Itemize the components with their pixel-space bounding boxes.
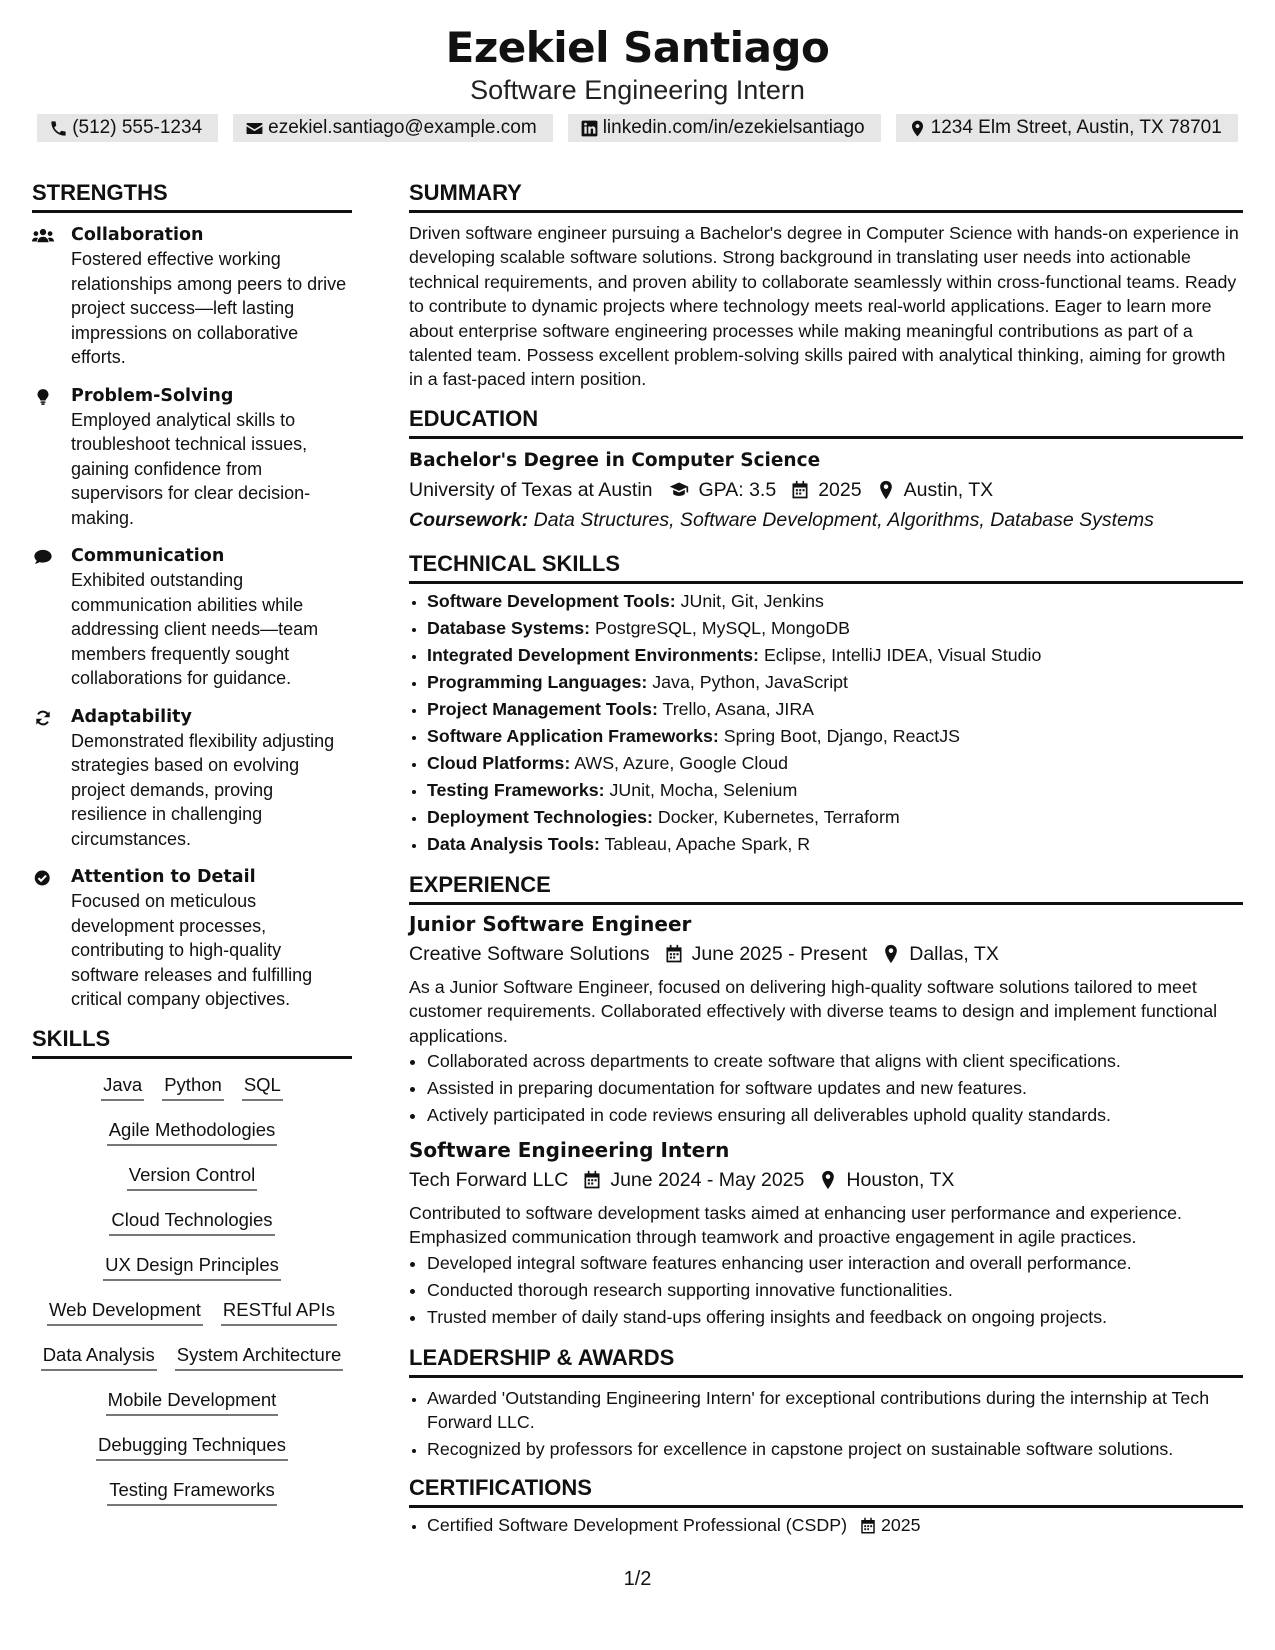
job-dates: June 2025 - Present [691, 942, 868, 965]
list-item: • Actively participated in code reviews ensuring all deliverables uphold quality standards. [427, 1102, 1243, 1129]
list-item: • Trusted member of daily stand-ups offering insights and feedback on ongoing projects. [427, 1304, 1243, 1331]
tech-skill-label: Software Application Frameworks: [427, 725, 719, 746]
list-item [427, 615, 1243, 642]
phone-icon [49, 119, 68, 138]
comment-icon [32, 548, 54, 566]
skill-tag: Java [101, 1073, 144, 1101]
map-marker-icon [876, 480, 896, 500]
certifications-heading: CERTIFICATIONS [409, 1475, 1243, 1508]
skill-row [32, 1159, 352, 1204]
list-item: • Collaborated across departments to create software that aligns with client specifications. [427, 1048, 1243, 1075]
list-item [427, 642, 1243, 669]
candidate-name: Ezekiel Santiago [445, 23, 830, 72]
certification-year: 2025 [881, 1515, 921, 1536]
users-icon [32, 227, 54, 245]
job-location: Dallas, TX [909, 942, 999, 965]
calendar-icon [664, 944, 684, 964]
map-marker-icon [881, 944, 901, 964]
strength-heading: Problem-Solving [71, 385, 234, 406]
skill-tag: Data Analysis [41, 1343, 157, 1371]
tech-skill-value: Docker, Kubernetes, Terraform [657, 806, 900, 827]
experience-heading: EXPERIENCE [409, 872, 1243, 905]
job-description: As a Junior Software Engineer, focused on delivering high-quality software solutions tailored to meet customer requirements. Collaborated effectively with diverse teams to design and implement functional applications. [409, 976, 1218, 1046]
list-item: • Assisted in preparing documentation for software updates and new features. [427, 1075, 1243, 1102]
skill-row [32, 1204, 352, 1249]
strength-description: Employed analytical skills to troubleshoot technical issues, gaining confidence from supervisors for clear decision-making. [71, 409, 311, 528]
skill-tag: SQL [242, 1073, 283, 1101]
strength-description: Exhibited outstanding communication abilities while addressing client needs—team members frequently sought collaborations for guidance. [71, 570, 319, 688]
skill-row [32, 1474, 352, 1519]
contact-phone[interactable] [37, 114, 218, 142]
contact-bar [0, 114, 1275, 142]
summary-heading: SUMMARY [409, 180, 1243, 213]
contact-email-text: ezekiel.santiago@example.com [268, 117, 537, 138]
contact-email[interactable] [233, 114, 553, 142]
education-location: Austin, TX [903, 478, 994, 501]
certifications-list [409, 1512, 1243, 1539]
education-coursework [409, 505, 1243, 535]
education-meta [409, 475, 1243, 505]
tech-skill-value: PostgreSQL, MySQL, MongoDB [595, 617, 851, 638]
list-item [427, 831, 1243, 858]
tech-skill-label: Software Development Tools: [427, 590, 676, 611]
tech-skill-label: Deployment Technologies: [427, 806, 653, 827]
skill-row [32, 1114, 352, 1159]
tech-skill-label: Testing Frameworks: [427, 779, 605, 800]
list-item: • Conducted thorough research supporting innovative functionalities. [427, 1277, 1243, 1304]
skill-tag: Debugging Techniques [96, 1433, 288, 1461]
list-item [427, 669, 1243, 696]
summary-text: Driven software engineer pursuing a Bachelor's degree in Computer Science with hands-on experience in developing scalable software solutions. Strong background in translating user needs into actionable technical requirements, and proven ability to collaborate seamlessly within cross-functional teams. Ready to contribute to dynamic projects where technology meets real-world applications. Eager to learn more about enterprise software engineering processes while making meaningful contributions as part of a talented team. Possess excellent problem-solving skills paired with analytical thinking, aiming for growth in a fast-paced intern position. [409, 223, 1239, 390]
strength-item [32, 223, 352, 370]
list-item: • Awarded 'Outstanding Engineering Intern' for exceptional contributions during the internship at Tech Forward LLC. [427, 1386, 1243, 1435]
job-meta [409, 1165, 1243, 1195]
page-number: 1/2 [623, 1568, 652, 1590]
strength-item [32, 865, 352, 1012]
calendar-icon [790, 480, 810, 500]
calendar-icon [859, 1517, 877, 1535]
strength-heading: Collaboration [71, 225, 204, 245]
tech-skill-label: Data Analysis Tools: [427, 833, 600, 854]
skill-tag: UX Design Principles [103, 1253, 281, 1281]
contact-address [896, 114, 1238, 142]
job-entry [409, 909, 1243, 1129]
skills-tags [32, 1069, 352, 1519]
sync-icon [32, 709, 54, 727]
tech-skill-value: Spring Boot, Django, ReactJS [723, 725, 960, 746]
skill-tag: Version Control [127, 1163, 257, 1191]
job-company: Creative Software Solutions [409, 942, 650, 965]
skill-tag: RESTful APIs [221, 1298, 337, 1326]
skill-row [32, 1069, 352, 1114]
list-item: • Developed integral software features enhancing user interaction and overall performance. [427, 1250, 1243, 1277]
job-title: Software Engineering Intern [409, 1138, 730, 1163]
list-item [427, 588, 1243, 615]
job-description: Contributed to software development tasks aimed at enhancing user performance and experience. Emphasized communication through teamwork and proactive engagement in agile practices. [409, 1203, 1182, 1248]
left-column [32, 180, 352, 1519]
skill-row [32, 1294, 352, 1339]
contact-linkedin-text: linkedin.com/in/ezekielsantiago [602, 117, 865, 138]
tech-skill-label: Integrated Development Environments: [427, 644, 759, 665]
envelope-icon [245, 119, 264, 138]
tech-skill-value: Tableau, Apache Spark, R [604, 833, 811, 854]
technical-skills-list [409, 588, 1243, 858]
tech-skill-value: JUnit, Git, Jenkins [680, 590, 824, 611]
tech-skill-value: JUnit, Mocha, Selenium [609, 779, 798, 800]
map-marker-icon [818, 1170, 838, 1190]
check-circle-icon [32, 869, 54, 887]
certification-name: • Certified Software Development Professional (CSDP) [427, 1515, 848, 1536]
list-item [427, 1512, 1243, 1539]
list-item: • Recognized by professors for excellence in capstone project on sustainable software solutions. [427, 1437, 1243, 1461]
leadership-heading: LEADERSHIP & AWARDS [409, 1345, 1243, 1378]
lightbulb-icon [32, 388, 54, 406]
leadership-list [409, 1386, 1243, 1461]
education-year: 2025 [818, 478, 862, 501]
right-column [409, 180, 1243, 1539]
education-heading: EDUCATION [409, 406, 1243, 439]
skill-row [32, 1339, 352, 1384]
education-school: University of Texas at Austin [409, 478, 653, 501]
list-item [427, 777, 1243, 804]
tech-skill-label: Cloud Platforms: [427, 752, 571, 773]
strength-item [32, 705, 352, 852]
skill-tag: Python [162, 1073, 224, 1101]
tech-skill-value: AWS, Azure, Google Cloud [574, 752, 789, 773]
tech-skill-value: Eclipse, IntelliJ IDEA, Visual Studio [763, 644, 1042, 665]
technical-skills-heading: TECHNICAL SKILLS [409, 551, 1243, 584]
job-dates: June 2024 - May 2025 [610, 1169, 805, 1192]
job-location: Houston, TX [846, 1169, 955, 1192]
strength-description: Focused on meticulous development processes, contributing to high-quality software releases and fulfilling critical company objectives. [71, 891, 313, 1009]
strength-heading: Communication [71, 546, 225, 566]
resume-header [0, 22, 1275, 142]
skill-tag: Agile Methodologies [107, 1118, 278, 1146]
contact-phone-text: (512) 555-1234 [72, 117, 203, 138]
skill-tag: Web Development [47, 1298, 203, 1326]
skills-heading: SKILLS [32, 1026, 352, 1059]
tech-skill-label: Programming Languages: [427, 671, 648, 692]
education-gpa: GPA: 3.5 [698, 478, 777, 501]
strengths-list [32, 223, 352, 1012]
coursework-list: Data Structures, Software Development, Algorithms, Database Systems [533, 508, 1154, 531]
tech-skill-label: Database Systems: [427, 617, 591, 638]
strength-heading: Attention to Detail [71, 867, 256, 887]
linkedin-icon [580, 119, 599, 138]
job-bullets [409, 1250, 1243, 1331]
skill-row [32, 1249, 352, 1294]
candidate-title: Software Engineering Intern [470, 75, 805, 105]
skill-row [32, 1429, 352, 1474]
job-title: Junior Software Engineer [409, 911, 692, 936]
job-bullets [409, 1048, 1243, 1129]
skill-tag: Mobile Development [106, 1388, 279, 1416]
skill-tag: System Architecture [175, 1343, 344, 1371]
list-item [427, 696, 1243, 723]
skill-tag: Cloud Technologies [109, 1208, 274, 1236]
list-item [427, 750, 1243, 777]
contact-linkedin[interactable] [568, 114, 881, 142]
tech-skill-label: Project Management Tools: [427, 698, 658, 719]
tech-skill-value: Trello, Asana, JIRA [662, 698, 815, 719]
calendar-icon [582, 1170, 602, 1190]
strengths-heading: STRENGTHS [32, 180, 352, 213]
job-entry [409, 1135, 1243, 1331]
strength-description: Fostered effective working relationships among peers to drive project success—left lasting impressions on collaborative efforts. [71, 249, 347, 367]
strength-heading: Adaptability [71, 706, 192, 727]
skill-row [32, 1384, 352, 1429]
strength-description: Demonstrated flexibility adjusting strategies based on evolving project demands, proving resilience in challenging circumstances. [71, 730, 335, 849]
job-company: Tech Forward LLC [409, 1169, 569, 1192]
skill-tag: Testing Frameworks [107, 1478, 277, 1506]
strength-item [32, 544, 352, 691]
contact-address-text: 1234 Elm Street, Austin, TX 78701 [930, 117, 1222, 138]
job-meta [409, 939, 1243, 969]
coursework-label: Coursework: [409, 508, 529, 531]
tech-skill-value: Java, Python, JavaScript [652, 671, 848, 692]
graduation-cap-icon [667, 480, 691, 500]
list-item [427, 723, 1243, 750]
map-marker-icon [908, 119, 927, 138]
list-item [427, 804, 1243, 831]
strength-item [32, 384, 352, 531]
education-degree: Bachelor's Degree in Computer Science [409, 449, 821, 471]
